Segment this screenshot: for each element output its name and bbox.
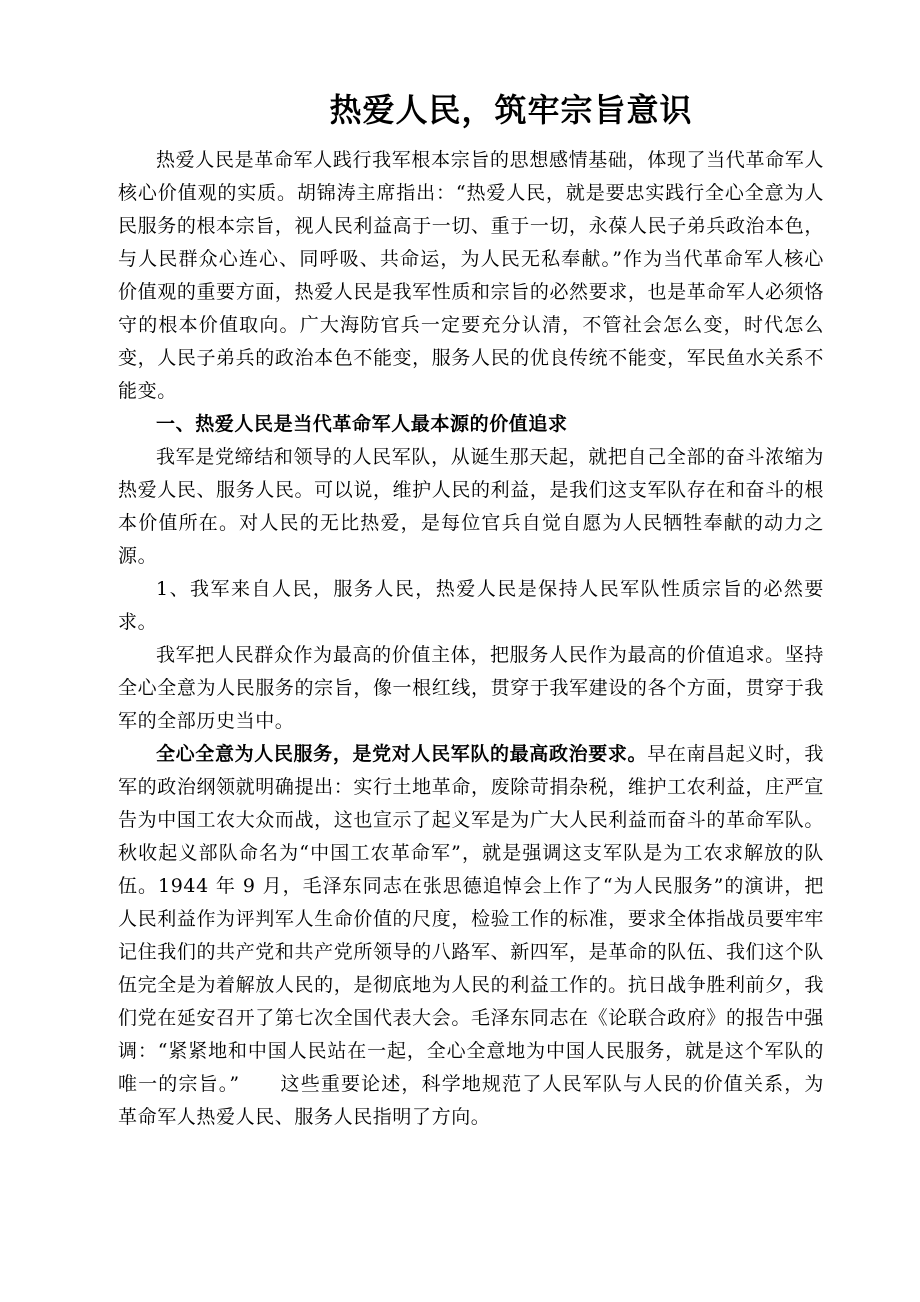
history-paragraph (118, 738, 824, 1134)
history-paragraph-body: 早在南昌起义时，我军的政治纲领就明确提出：实行土地革命，废除苛捐杂税，维护工农利益，庄严宣告为中国工农大众而战，这也宣示了起义军是为广大人民利益而奋斗的革命军队。秋收起义部队命名为“中国工农革命军”，就是强调这支军队是为工农求解放的队伍。1944 年 9 月，毛泽东同志在张思德追悼会上作了“为人民服务”的演讲，把人民利益作为评判军人生命价值的尺度，检验工作的标准，要求全体指战员要牢牢记住我们的共产党和共产党所领导的八路军、新四军，是革命的队伍、我们这个队伍完全是为着解放人民的，是彻底地为人民的利益工作的。抗日战争胜利前夕，我们党在延安召开了第七次全国代表大会。毛泽东同志在《论联合政府》的报告中强调：“紧紧地和中国人民站在一起，全心全意地为中国人民服务，就是这个军队的唯一的宗旨。” 这些重要论述，科学地规范了人民军队与人民的价值关系，为革命军人热爱人民、服务人民指明了方向。 (118, 743, 824, 1128)
document-title: 热爱人民，筑牢宗旨意识 (329, 91, 693, 129)
subsection-1-paragraph: 我军把人民群众作为最高的价值主体，把服务人民作为最高的价值追求。坚持全心全意为人民服务的宗旨，像一根红线，贯穿于我军建设的各个方面，贯穿于我军的全部历史当中。 (118, 644, 824, 732)
subsection-1-heading: 1、我军来自人民，服务人民，热爱人民是保持人民军队性质宗旨的必然要求。 (118, 578, 824, 633)
section-1-paragraph: 我军是党缔结和领导的人民军队，从诞生那天起，就把自己全部的奋斗浓缩为热爱人民、服务人民。可以说，维护人民的利益，是我们这支军队存在和奋斗的根本价值所在。对人民的无比热爱，是每位官兵自觉自愿为人民牺牲奉献的动力之源。 (118, 446, 824, 567)
section-1-heading: 一、热爱人民是当代革命军人最本源的价值追求 (156, 413, 568, 435)
intro-paragraph: 热爱人民是革命军人践行我军根本宗旨的思想感情基础，体现了当代革命军人核心价值观的实质。胡锦涛主席指出：“热爱人民，就是要忠实践行全心全意为人民服务的根本宗旨，视人民利益高于一切、重于一切，永葆人民子弟兵政治本色，与人民群众心连心、同呼吸、共命运，为人民无私奉献。”作为当代革命军人核心价值观的重要方面，热爱人民是我军性质和宗旨的必然要求，也是革命军人必须恪守的根本价值取向。广大海防官兵一定要充分认清，不管社会怎么变，时代怎么变，人民子弟兵的政治本色不能变，服务人民的优良传统不能变，军民鱼水关系不能变。 (118, 149, 824, 402)
history-paragraph-lead: 全心全意为人民服务，是党对人民军队的最高政治要求。 (156, 743, 648, 765)
